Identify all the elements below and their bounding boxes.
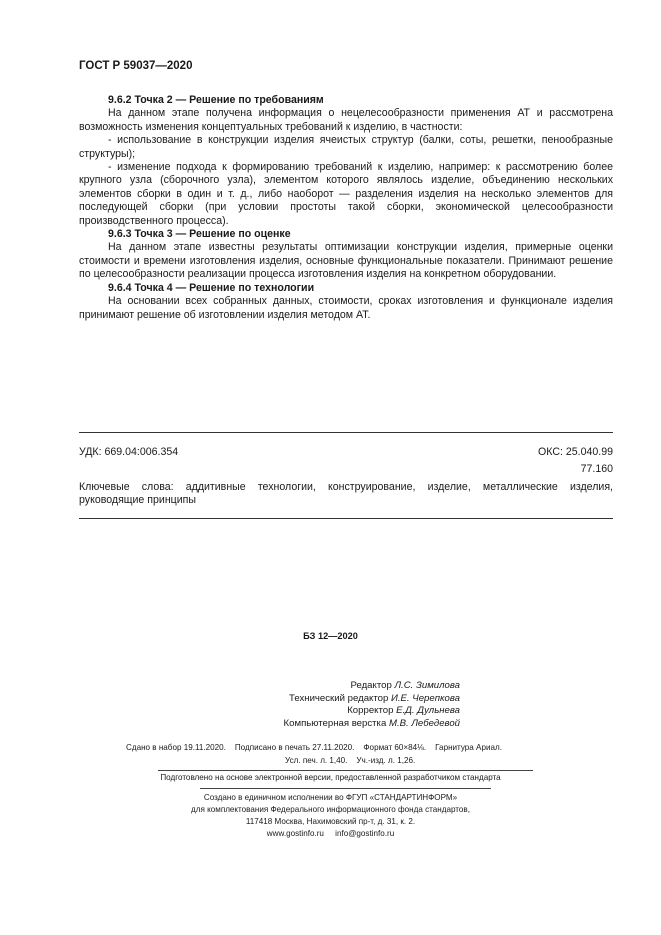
- section-9-6-2: [79, 94, 613, 322]
- imprint-divider: [200, 788, 491, 789]
- paragraph: На данном этапе известны результаты оптимизации конструкции изделия, примерные оценки стоимости и времени изготовления изделия, основные функциональные показатели. Принимают решение по целесообразности реализации процесса изготовления изделия на конкретном оборудовании.: [79, 241, 613, 281]
- imprint-sheets: Усл. печ. л. 1,40. Уч.-изд. л. 1,26.: [285, 756, 416, 765]
- section-heading: 9.6.2 Точка 2 — Решение по требованиям: [108, 94, 324, 106]
- imprint-fund: для комплектования Федерального информационного фонда стандартов,: [191, 805, 470, 814]
- list-item: - использование в конструкции изделия ячеистых структур (балки, соты, решетки, пенообразные структуры);: [79, 134, 613, 160]
- divider-top: [79, 432, 613, 433]
- imprint-dates: Сдано в набор 19.11.2020. Подписано в печать 27.11.2020. Формат 60×84⅛. Гарнитура Ариал.: [126, 743, 502, 752]
- tech-editor-line: Технический редактор И.Е. Черепкова: [289, 692, 460, 704]
- imprint-prepared: Подготовлено на основе электронной версии, предоставленной разработчиком стандарта: [160, 773, 501, 782]
- imprint-address: 117418 Москва, Нахимовский пр-т, д. 31, к. 2.: [245, 817, 416, 826]
- standard-header: ГОСТ Р 59037—2020: [79, 60, 193, 72]
- paragraph: На данном этапе получена информация о нецелесообразности применения АТ и рассмотрена возможность изменения концептуальных требований к изделию, в частности:: [79, 107, 613, 133]
- imprint-created: Создано в единичном исполнении во ФГУП «СТАНДАРТИНФОРМ»: [203, 793, 458, 802]
- section-heading: 9.6.4 Точка 4 — Решение по технологии: [108, 281, 315, 294]
- keywords: Ключевые слова: аддитивные технологии, конструирование, изделие, металлические изделия, руководящие принципы: [79, 481, 613, 507]
- imprint-contacts: www.gostinfo.ru info@gostinfo.ru: [266, 829, 395, 838]
- oks-code: ОКС: 25.040.99: [538, 446, 613, 458]
- oks-code-secondary: 77.160: [580, 463, 613, 475]
- paragraph: На основании всех собранных данных, стоимости, сроках изготовления и функционале изделия принимают решение об изготовлении изделия методом АТ.: [79, 295, 613, 321]
- credits-block: [220, 680, 460, 730]
- udk-code: УДК: 669.04:006.354: [79, 446, 179, 458]
- corrector-line: Корректор Е.Д. Дульнева: [347, 705, 460, 717]
- divider-bottom: [79, 518, 613, 519]
- layout-line: Компьютерная верстка М.В. Лебедевой: [283, 717, 460, 729]
- bz-number: БЗ 12—2020: [303, 631, 358, 641]
- imprint-divider: [158, 770, 533, 771]
- editor-line: Редактор Л.С. Зимилова: [350, 680, 460, 691]
- section-heading: 9.6.3 Точка 3 — Решение по оценке: [108, 228, 291, 241]
- list-item: - изменение подхода к формированию требований к изделию, например: к рассмотрению более крупного узла (сборочного узла), элементом которого являлось изделие, объединению нескольких элементов сборки в один и т. д., либо наоборот — разделения изделия на несколько элементов для последующей сборки (при условии простоты такой сборки, экономической целесообразности производственного процесса).: [79, 161, 613, 227]
